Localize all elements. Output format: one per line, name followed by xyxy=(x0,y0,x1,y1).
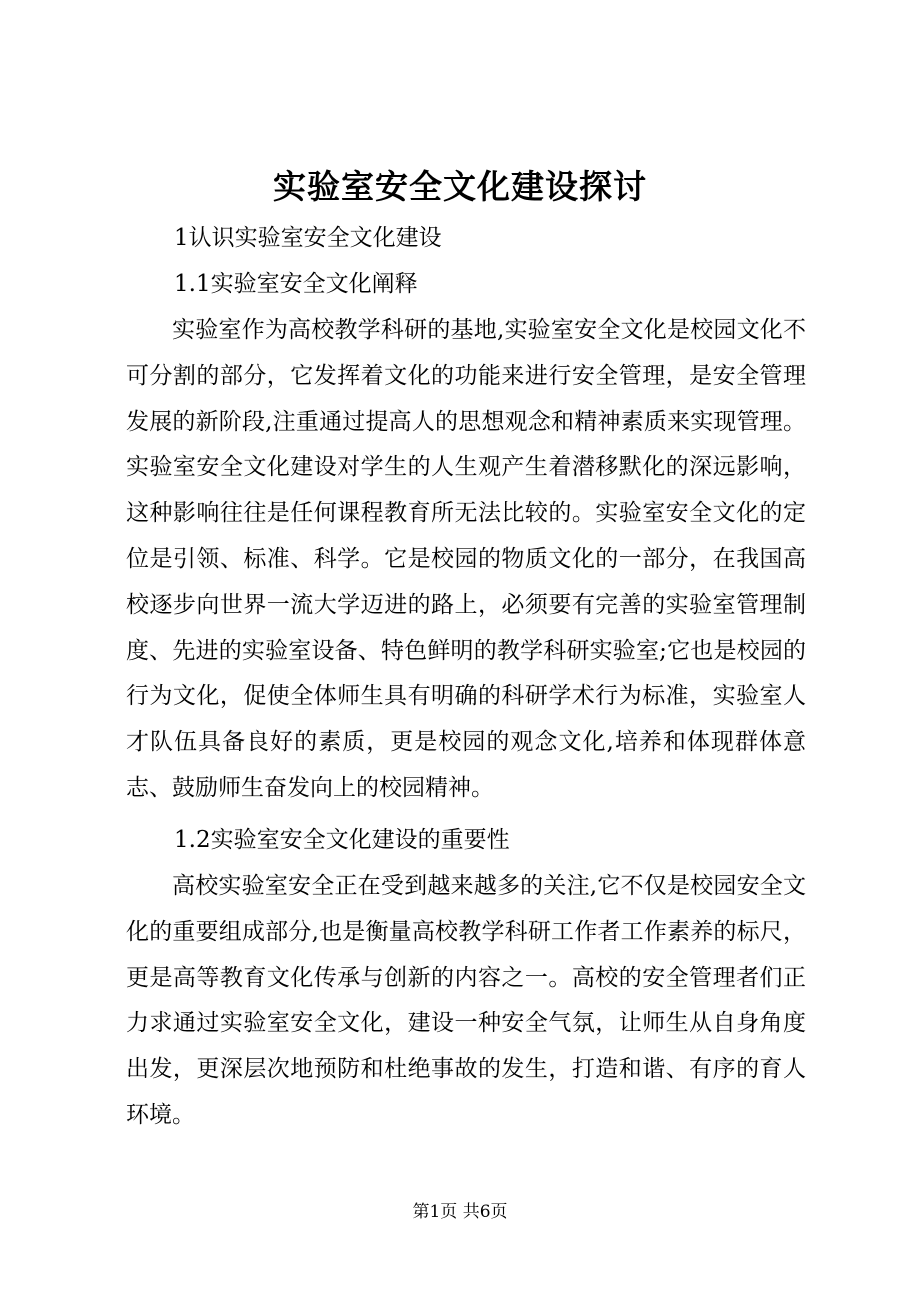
section-heading-1: 1认识实验室安全文化建设 xyxy=(174,225,442,251)
paragraph-1-1: 实验室作为高校教学科研的基地,实验室安全文化是校园文化不可分割的部分，它发挥着文化的功能来进行安全管理，是安全管理发展的新阶段,注重通过提高人的思想观念和精神素质来实现管理。实验室安全文化建设对学生的人生观产生着潜移默化的深远影响，这种影响往往是任何课程教育所无法比较的。实验室安全文化的定位是引领、标准、科学。它是校园的物质文化的一部分，在我国高校逐步向世界一流大学迈进的路上，必须要有完善的实验室管理制度、先进的实验室设备、特色鲜明的教学科研实验室;它也是校园的行为文化，促使全体师生具有明确的科研学术行为标准，实验室人才队伍具备良好的素质，更是校园的观念文化,培养和体现群体意志、鼓励师生奋发向上的校园精神。 xyxy=(126,317,806,801)
section-heading-1-1: 1.1实验室安全文化阐释 xyxy=(174,271,418,297)
section-heading-1-2: 1.2实验室安全文化建设的重要性 xyxy=(174,827,510,853)
document-title: 实验室安全文化建设探讨 xyxy=(273,167,647,206)
page-number: 第1页 共6页 xyxy=(412,1202,508,1222)
paragraph-1-2: 高校实验室安全正在受到越来越多的关注,它不仅是校园安全文化的重要组成部分,也是衡量高校教学科研工作者工作素养的标尺，更是高等教育文化传承与创新的内容之一。高校的安全管理者们正力求通过实验室安全文化，建设一种安全气氛，让师生从自身角度出发，更深层次地预防和杜绝事故的发生，打造和谐、有序的育人环境。 xyxy=(126,873,806,1128)
